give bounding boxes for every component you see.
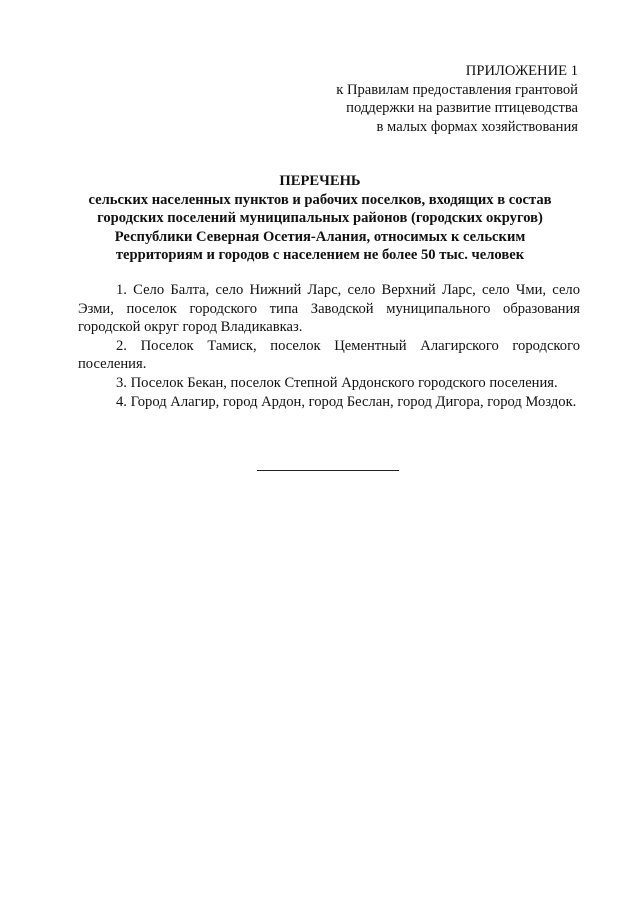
list-item: 2. Поселок Тамиск, поселок Цементный Алагирского городского поселения. [78, 337, 580, 373]
title-line: территориям и городов с населением не более 50 тыс. человек [115, 247, 525, 264]
title-line: Республики Северная Осетия-Алания, относимых к сельским [114, 228, 526, 245]
appendix-line: в малых формах хозяйствования [376, 118, 578, 135]
list-item: 3. Поселок Бекан, поселок Степной Ардонского городского поселения. [116, 374, 558, 391]
appendix-label: ПРИЛОЖЕНИЕ 1 [465, 63, 578, 79]
appendix-line: поддержки на развитие птицеводства [346, 100, 578, 116]
title-line: сельских населенных пунктов и рабочих поселков, входящих в состав [88, 191, 552, 208]
settlement-list [78, 281, 580, 411]
document-title [60, 172, 580, 265]
list-item: 4. Город Алагир, город Ардон, город Беслан, город Дигора, город Моздок. [116, 393, 577, 410]
title-heading: ПЕРЕЧЕНЬ [279, 173, 361, 189]
end-divider [257, 470, 399, 471]
title-line: городских поселений муниципальных районов (городских округов) [97, 210, 543, 227]
appendix-line: к Правилам предоставления грантовой [336, 81, 578, 98]
list-item: 1. Село Балта, село Нижний Ларс, село Верхний Ларс, село Чми, село Эзми, поселок городского типа Заводской муниципального образования городской округ город Владикавказ. [78, 282, 580, 336]
appendix-reference [258, 62, 578, 136]
